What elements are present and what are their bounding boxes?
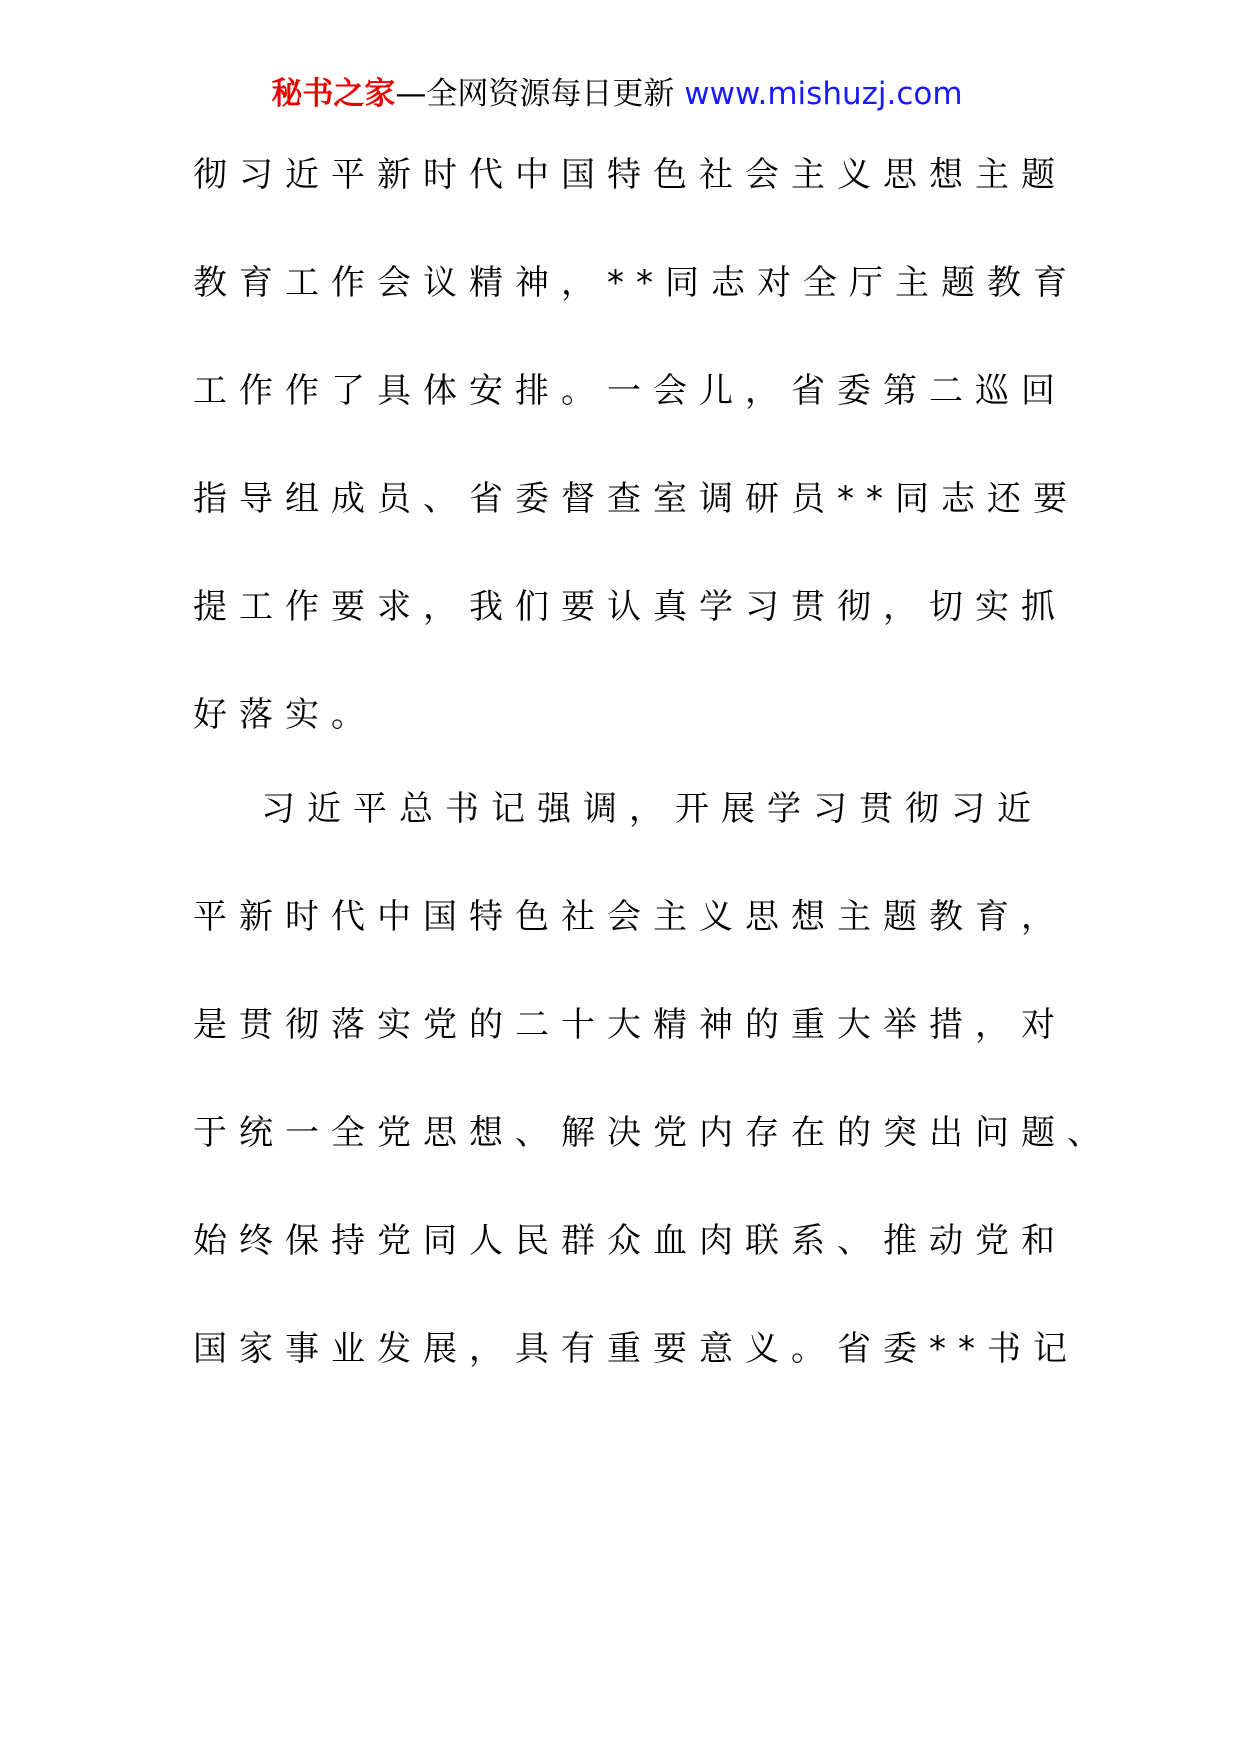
text-line: 教育工作会议精神，**同志对全厅主题教育 [193, 263, 1079, 303]
text-line: 工作作了具体安排。一会儿，省委第二巡回 [193, 371, 1067, 411]
text-line: 是贯彻落实党的二十大精神的重大举措，对 [193, 1005, 1067, 1045]
page-header [0, 72, 1234, 116]
text-line: 好落实。 [193, 695, 377, 735]
header-brand: 秘书之家 [271, 76, 396, 112]
text-line: 平新时代中国特色社会主义思想主题教育， [193, 897, 1067, 937]
text-line: 指导组成员、省委督查室调研员**同志还要 [193, 479, 1079, 519]
header-tagline: —全网资源每日更新 [395, 76, 675, 112]
text-line: 国家事业发展，具有重要意义。省委**书记 [193, 1329, 1079, 1369]
text-line: 彻习近平新时代中国特色社会主义思想主题 [193, 155, 1067, 195]
text-line: 提工作要求，我们要认真学习贯彻，切实抓 [193, 587, 1067, 627]
text-line: 始终保持党同人民群众血肉联系、推动党和 [193, 1221, 1067, 1261]
paragraph-first-line: 习近平总书记强调，开展学习贯彻习近 [261, 789, 1043, 829]
header-url-link[interactable]: www.mishuzj.com [684, 76, 963, 112]
text-line: 于统一全党思想、解决党内存在的突出问题、 [193, 1113, 1113, 1153]
